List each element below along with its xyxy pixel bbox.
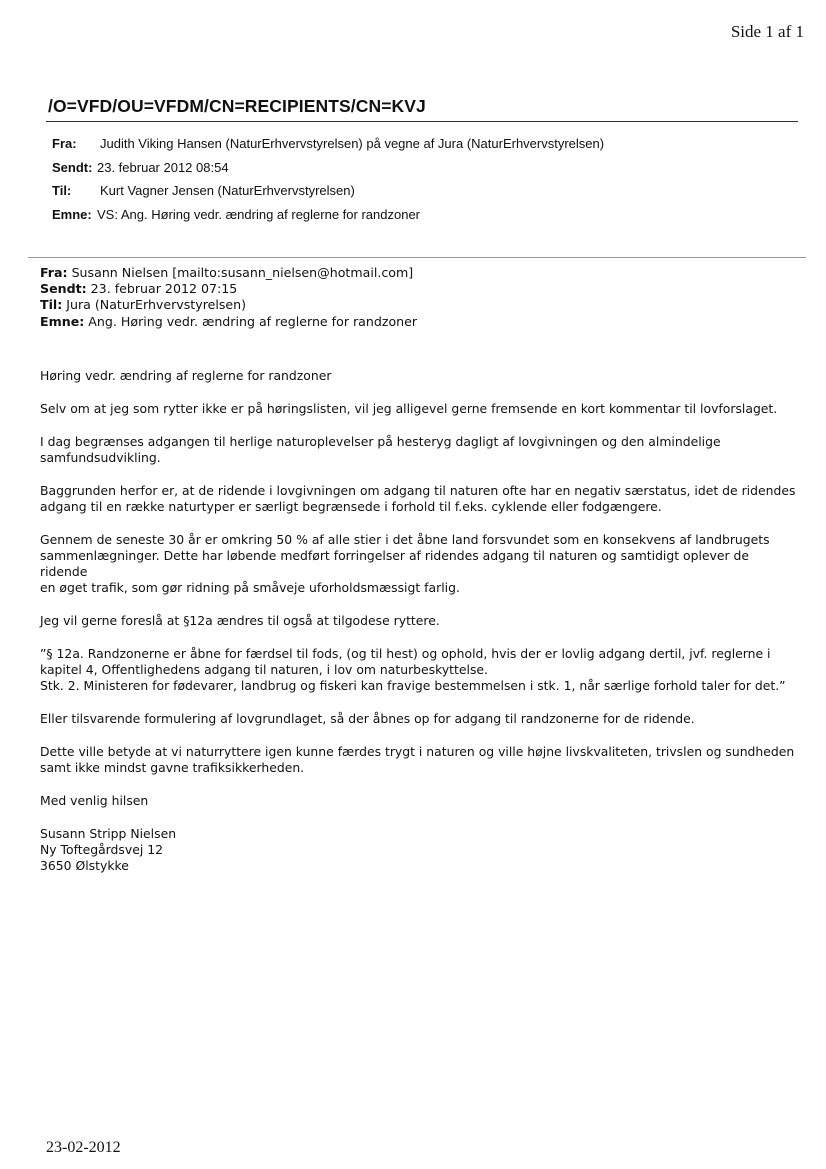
forward-subject-value: VS: Ang. Høring vedr. ændring af reglerne for randzoner bbox=[97, 206, 421, 222]
original-sent-value: 23. februar 2012 07:15 bbox=[90, 281, 238, 297]
forward-subject-row bbox=[52, 207, 604, 231]
original-sent-row bbox=[40, 281, 417, 297]
forward-sent-label: Sendt: bbox=[52, 159, 93, 175]
footer-date: 23-02-2012 bbox=[46, 1139, 121, 1156]
forward-to-row bbox=[52, 183, 604, 207]
forward-sent-row bbox=[52, 160, 604, 184]
forward-sent-value: 23. februar 2012 08:54 bbox=[97, 159, 229, 175]
original-to-value: Jura (NaturErhvervstyrelsen) bbox=[66, 297, 247, 313]
forward-to-value: Kurt Vagner Jensen (NaturErhvervstyrelsen) bbox=[100, 183, 355, 198]
body-paragraph: Jeg vil gerne foreslå at §12a ændres til også at tilgodese ryttere. bbox=[40, 613, 440, 628]
body-paragraph: Dette ville betyde at vi naturryttere igen kunne færdes trygt i naturen og ville højne livskvaliteten, trivslen og sundheden samt ikke mindst gavne trafiksikkerheden. bbox=[40, 743, 795, 775]
original-subject-row bbox=[40, 314, 417, 330]
body-paragraph: Eller tilsvarende formulering af lovgrundlaget, så der åbnes op for adgang til randzonerne for de ridende. bbox=[40, 711, 695, 726]
message-divider bbox=[28, 257, 806, 258]
body-paragraph: Baggrunden herfor er, at de ridende i lovgivningen om adgang til naturen ofte har en negativ særstatus, idet de ridendes adgang til en række naturtyper er særligt begrænsede i forhold til f.eks. cyklende eller fodgængere. bbox=[40, 482, 796, 514]
original-subject-label: Emne: bbox=[40, 313, 85, 329]
original-from-value: Susann Nielsen [mailto:susann_nielsen@hotmail.com] bbox=[71, 265, 414, 280]
mailbox-title: /O=VFD/OU=VFDM/CN=RECIPIENTS/CN=KVJ bbox=[48, 96, 426, 116]
signature-city: 3650 Ølstykke bbox=[40, 858, 129, 873]
message-body bbox=[40, 368, 800, 874]
original-subject-value: Ang. Høring vedr. ændring af reglerne for randzoner bbox=[88, 313, 418, 329]
forward-from-label: Fra: bbox=[52, 136, 77, 151]
body-quote-paragraph: ”§ 12a. Randzonerne er åbne for færdsel til fods, (og til hest) og ophold, hvis der er lovlig adgang dertil, jvf. reglerne i kapitel 4, Offentlighedens adgang til naturen, i lov om naturbeskyttelse. Stk. 2. Ministeren for fødevarer, landbrug og fiskeri kan fravige bestemmelsen i stk. 1, når særlige forhold taler for det.” bbox=[40, 645, 786, 694]
body-paragraph: Selv om at jeg som rytter ikke er på høringslisten, vil jeg alligevel gerne fremsende en kort kommentar til lovforslaget. bbox=[40, 400, 778, 416]
greeting: Med venlig hilsen bbox=[40, 792, 149, 808]
forward-from-row bbox=[52, 136, 604, 160]
signature-street: Ny Toftegårdsvej 12 bbox=[40, 841, 163, 857]
forward-to-label: Til: bbox=[52, 183, 72, 198]
page-number: Side 1 af 1 bbox=[730, 22, 804, 41]
forward-from-value: Judith Viking Hansen (NaturErhvervstyrelsen) på vegne af Jura (NaturErhvervstyrelsen) bbox=[100, 136, 605, 151]
body-paragraph: I dag begrænses adgangen til herlige naturoplevelser på hesteryg dagligt af lovgivningen og den almindelige samfundsudvikling. bbox=[40, 433, 721, 465]
original-to-label: Til: bbox=[40, 297, 63, 313]
original-from-label: Fra: bbox=[40, 265, 68, 280]
signature-name: Susann Stripp Nielsen bbox=[40, 825, 177, 841]
body-paragraph: Gennem de seneste 30 år er omkring 50 % af alle stier i det åbne land forsvundet som en konsekvens af landbrugets sammenlægninger. Dette har løbende medført forringelser af ridendes adgang til naturen og samtidigt oplever de ridende en øget trafik, som gør ridning på småveje uforholdsmæssigt farlig. bbox=[40, 531, 770, 596]
forward-subject-label: Emne: bbox=[52, 206, 92, 222]
body-subject-line: Høring vedr. ændring af reglerne for randzoner bbox=[40, 368, 332, 383]
original-header bbox=[40, 265, 417, 330]
original-to-row bbox=[40, 297, 417, 313]
original-from-row bbox=[40, 265, 417, 281]
title-divider bbox=[46, 121, 798, 122]
forward-header bbox=[52, 136, 604, 230]
original-sent-label: Sendt: bbox=[40, 281, 87, 297]
